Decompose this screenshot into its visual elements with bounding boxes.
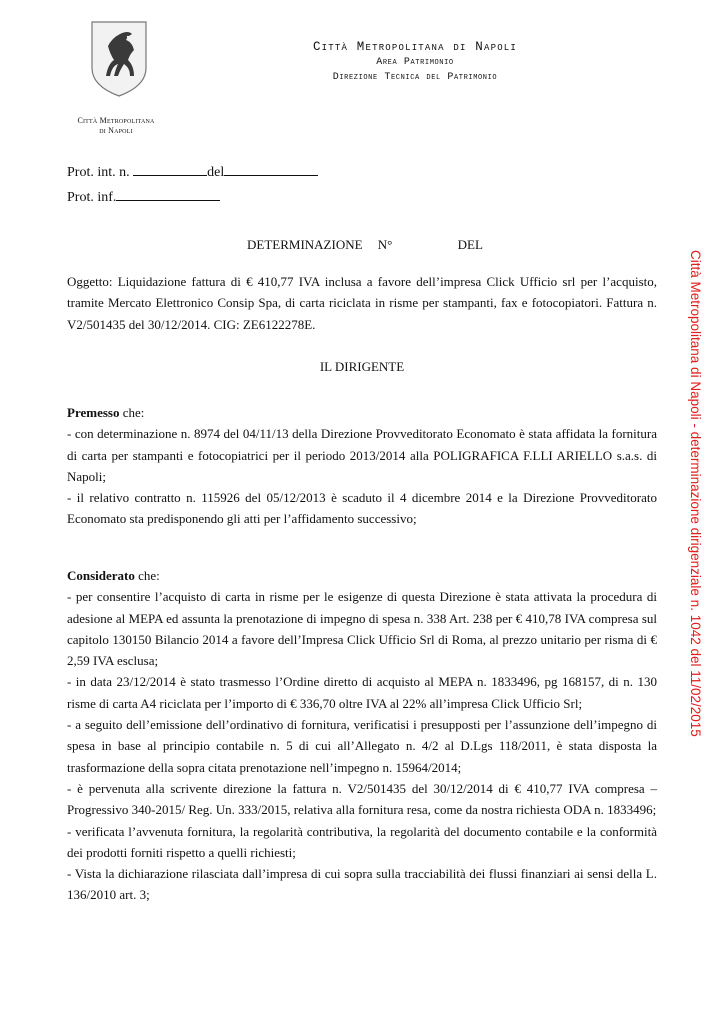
side-stamp	[683, 250, 703, 780]
premesso-section	[67, 402, 657, 530]
considerato-heading-tail: che:	[138, 568, 160, 583]
protocol-inf-label: Prot. inf.	[67, 190, 117, 205]
premesso-heading-word: Premesso	[67, 405, 120, 420]
protocol-int-label: Prot. int. n.	[67, 165, 130, 180]
premesso-item: - il relativo contratto n. 115926 del 05/12/2013 è scaduto il 4 dicembre 2014 e la Direzione Provveditorato Economato sta predisponendo gli atti per l’affidamento successivo;	[67, 490, 657, 527]
determination-title	[247, 237, 483, 253]
premesso-heading-tail: che:	[122, 405, 145, 420]
subject-text: Oggetto: Liquidazione fattura di € 410,77 IVA inclusa a favore dell’impresa Click Ufficio srl per l’acquisto, tramite Mercato Elettronico Consip Spa, di carta riciclata in risme per stampanti, fax e fotocopiatori. Fattura n. V2/501435 del 30/12/2014. CIG: ZE6122278E.	[67, 274, 657, 332]
considerato-item: - a seguito dell’emissione dell’ordinativo di fornitura, verificatisi i presupposti per l’assunzione dell’impegno di spesa in base al principio contabile n. 5 di cui all’Allegato n. 4/2 al D.Lgs 118/2011, è stata disposta la trasformazione della sopra citata prenotazione nell’impegno n. 15964/2014;	[67, 717, 657, 775]
premesso-heading	[67, 402, 657, 423]
considerato-section	[67, 565, 657, 906]
considerato-heading-word: Considerato	[67, 568, 135, 583]
protocol-del-label: del	[207, 165, 225, 180]
considerato-heading	[67, 565, 657, 586]
protocol-int-number-blank	[133, 163, 207, 176]
side-stamp-text: Città Metropolitana di Napoli - determinazione dirigenziale n. 1042 del 11/02/2015	[688, 250, 703, 737]
protocol-inf-line	[67, 188, 220, 206]
considerato-item: - è pervenuta alla scrivente direzione la fattura n. V2/501435 del 30/12/2014 di € 410,77 IVA compresa – Progressivo 340-2015/ Reg. Un. 333/2015, relativa alla fornitura resa, come da nostra richiesta ODA n. 1833496;	[67, 780, 657, 818]
considerato-item: - verificata l’avvenuta fornitura, la regolarità contributiva, la regolarità del documento contabile e la conformità dei prodotti forniti rispetto a quelli richiesti;	[67, 823, 657, 860]
considerato-item: - Vista la dichiarazione rilasciata dall’impresa di cui sopra sulla tracciabilità dei flussi finanziari ai sensi della L. 136/2010 art. 3;	[67, 866, 657, 903]
protocol-date-blank	[224, 163, 318, 176]
considerato-item: - per consentire l’acquisto di carta in risme per le esigenze di questa Direzione è stata attivata la procedura di adesione al MEPA ed assunta la prenotazione di impegno di spesa n. 338 Art. 238 per € 410,78 IVA compresa sul capitolo 130150 Bilancio 2014 a favore dell’Impresa Click Ufficio Srl di Roma, al prezzo unitario per risma di € 2,59 IVA esclusa;	[67, 589, 657, 669]
premesso-item: - con determinazione n. 8974 del 04/11/13 della Direzione Provveditorato Economato è stata affidata la fornitura di carta per stampanti e fotocopiatrici per il periodo 2013/2014 alla POLIGRAFICA F.LLI ARIELLO s.a.s. di Napoli;	[67, 426, 657, 484]
title-del: DEL	[457, 237, 483, 252]
title-number: N°	[377, 237, 393, 252]
emblem-caption-line1: Città Metropolitana	[77, 116, 155, 125]
title-determinazione: DETERMINAZIONE	[247, 237, 363, 252]
subject-paragraph	[67, 271, 657, 335]
dirigente-heading: IL DIRIGENTE	[319, 359, 405, 374]
protocol-inf-blank	[116, 188, 220, 201]
considerato-item: - in data 23/12/2014 è stato trasmesso l’Ordine diretto di acquisto al MEPA n. 1833496, pg 168157, di n. 130 risme di carta A4 riciclata per l’importo di € 336,70 oltre IVA al 22% all’impresa Click Ufficio Srl;	[67, 674, 657, 711]
header-city: Città Metropolitana di Napoli	[312, 40, 518, 54]
horse-emblem-icon	[88, 20, 150, 98]
protocol-int-line	[67, 163, 318, 181]
emblem-caption	[66, 116, 166, 136]
header-area: Area Patrimonio	[376, 57, 454, 68]
emblem-caption-line2: di Napoli	[99, 126, 133, 135]
header-direction: Direzione Tecnica del Patrimonio	[332, 72, 498, 83]
